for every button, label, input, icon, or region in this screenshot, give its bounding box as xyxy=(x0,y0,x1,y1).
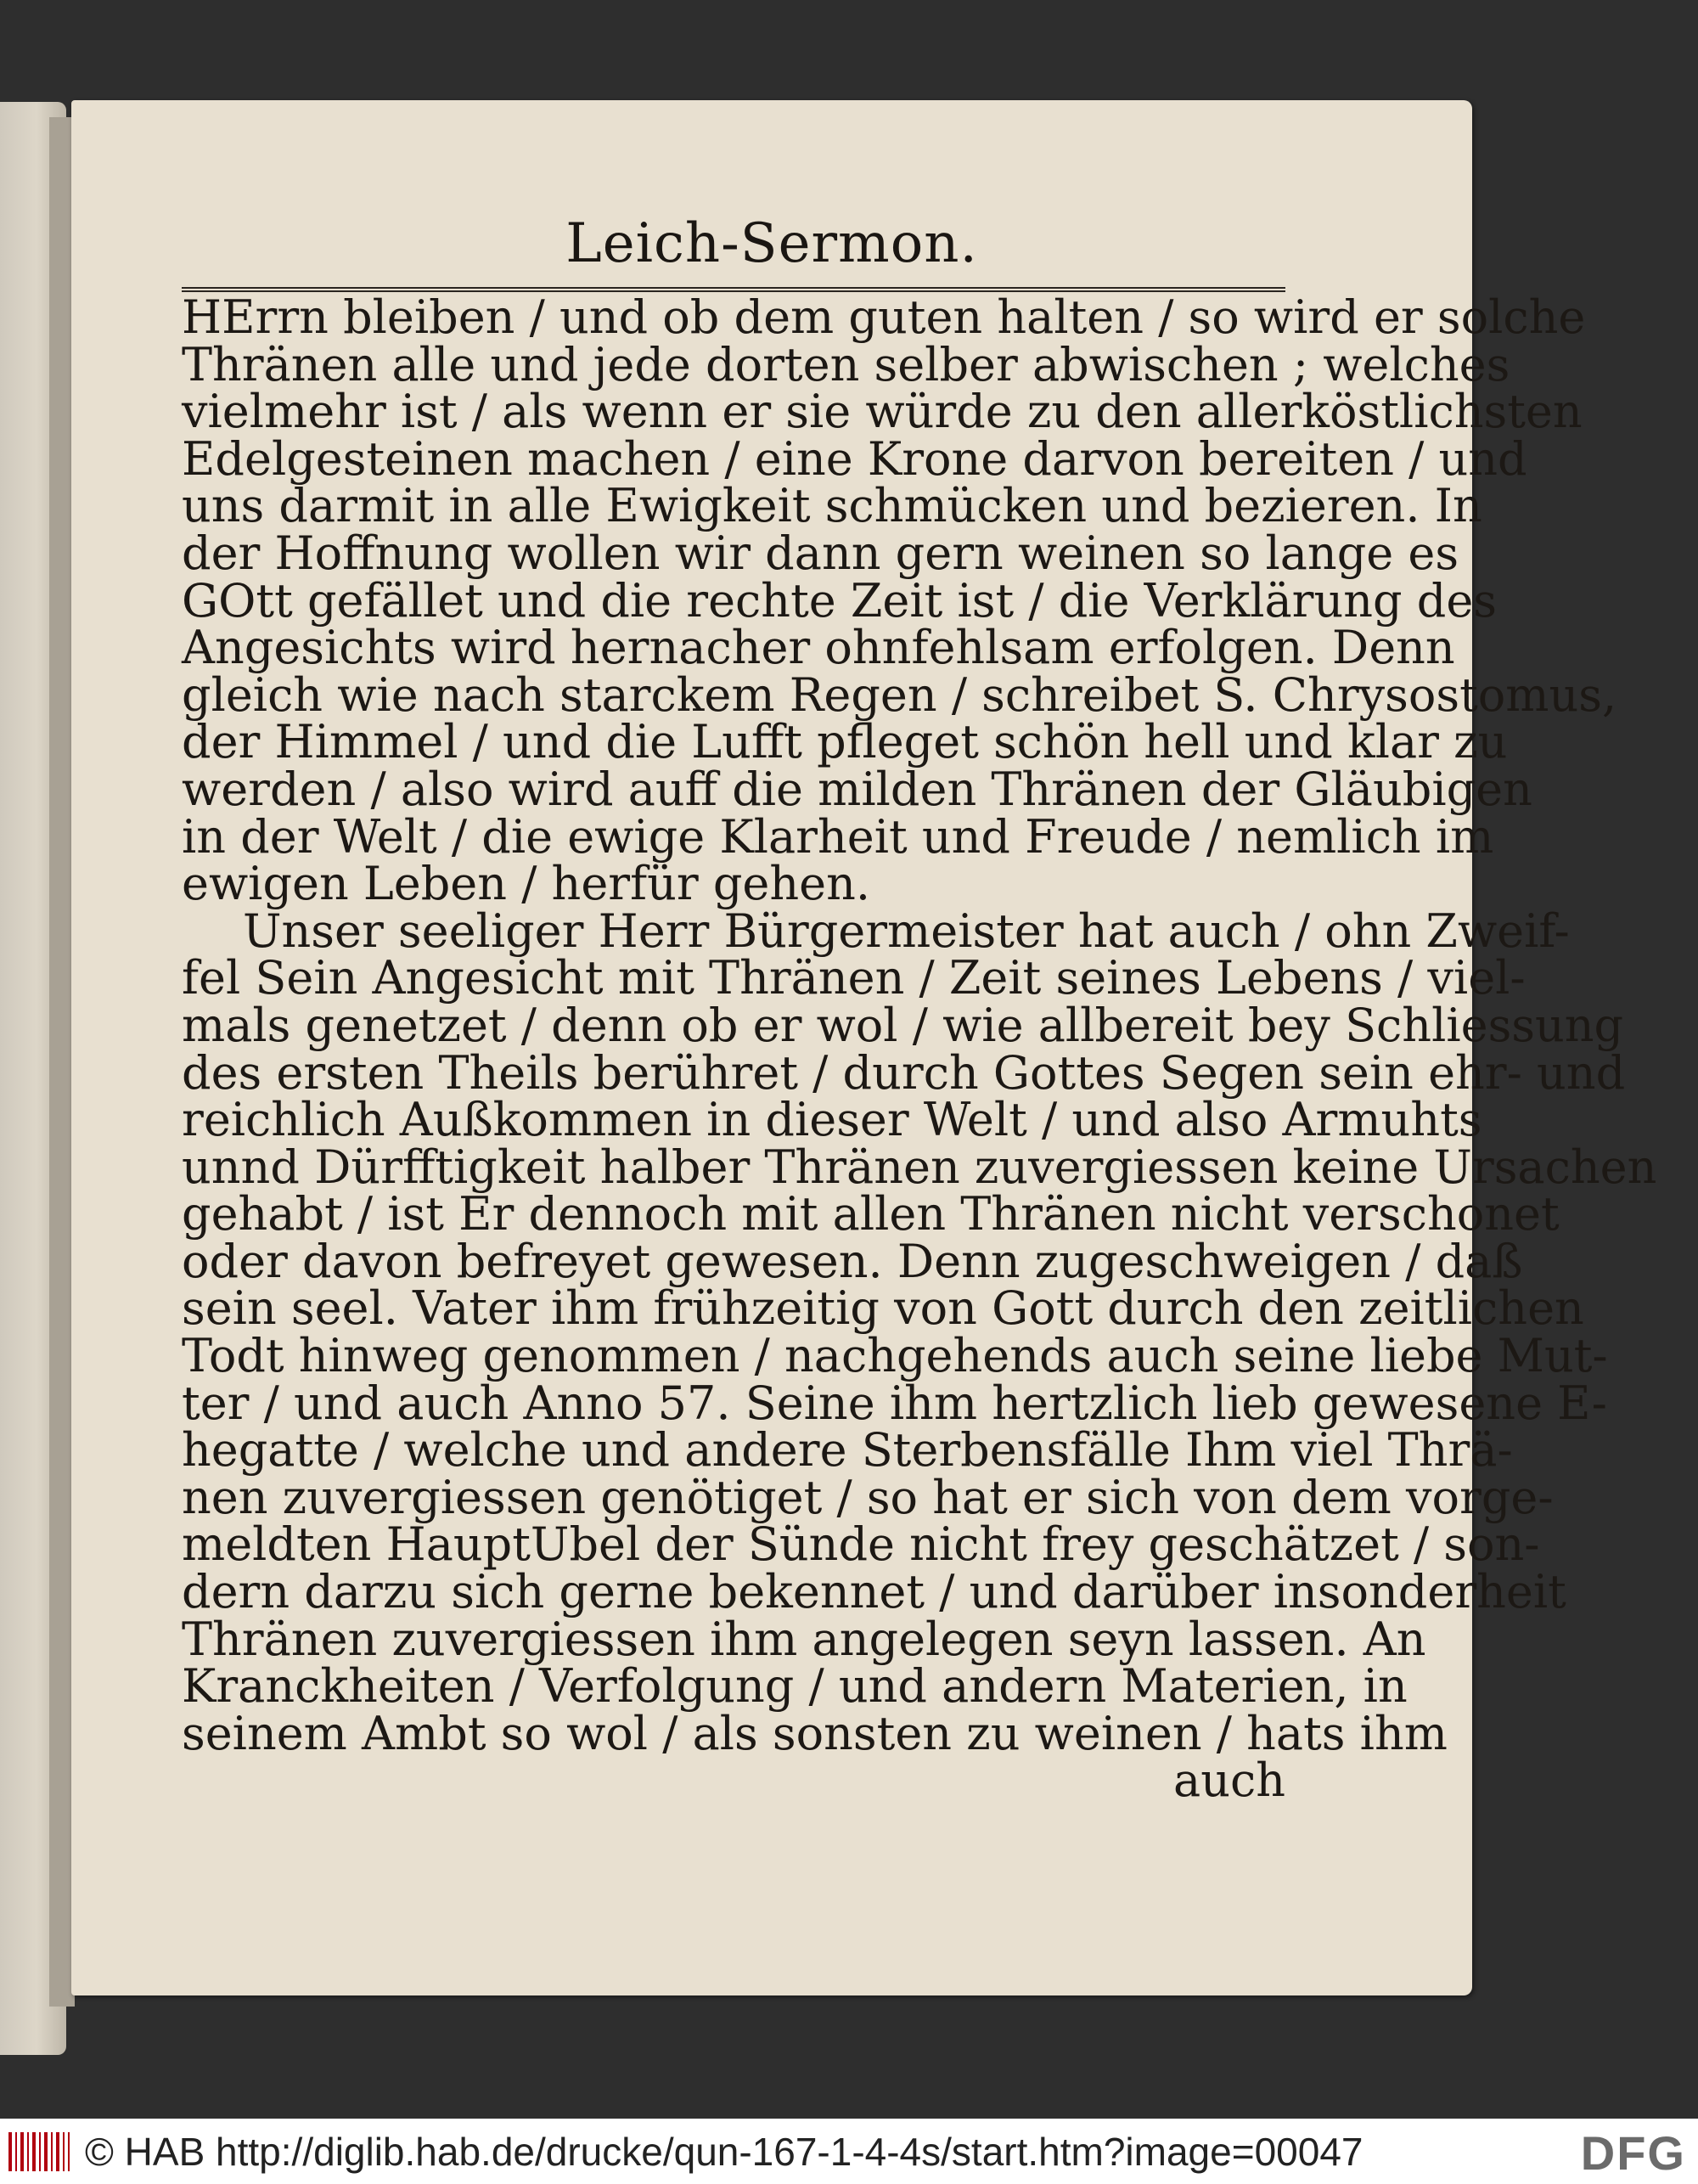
body-text xyxy=(182,290,1657,1808)
text-line: Angesichts wird hernacher ohnfehlsam erfolgen. Denn xyxy=(182,621,1455,675)
text-line: ewigen Leben / herfür gehen. xyxy=(182,857,871,911)
text-line: seinem Ambt so wol / als sonsten zu weinen / hats ihm xyxy=(182,1706,1448,1760)
barcode-icon xyxy=(8,2132,70,2171)
text-line: GOtt gefället und die rechte Zeit ist / die Verklärung des xyxy=(182,573,1498,628)
text-line: mals genetzet / denn ob er wol / wie allbereit bey Schliessung xyxy=(182,998,1624,1052)
source-link[interactable]: © HAB http://diglib.hab.de/drucke/qun-167-1-4-4s/start.htm?image=00047 xyxy=(85,2130,1363,2174)
text-line: werden / also wird auff die milden Thränen der Gläubigen xyxy=(182,762,1532,816)
text-line: ter / und auch Anno 57. Seine ihm hertzlich lieb gewesene E- xyxy=(182,1376,1607,1430)
text-line: gleich wie nach starckem Regen / schreibet S. Chrysostomus, xyxy=(182,667,1617,722)
text-line: der Hoffnung wollen wir dann gern weinen so lange es xyxy=(182,526,1459,580)
text-line: nen zuvergiessen genötiget / so hat er sich von dem vorge- xyxy=(182,1470,1554,1524)
text-line: Thränen alle und jede dorten selber abwischen ; welches xyxy=(182,337,1510,391)
text-line: vielmehr ist / als wenn er sie würde zu den allerköstlichsten xyxy=(182,385,1583,439)
text-line: in der Welt / die ewige Klarheit und Freude / nemlich im xyxy=(182,809,1494,864)
text-line: der Himmel / und die Lufft pfleget schön hell und klar zu xyxy=(182,715,1508,769)
text-line: oder davon befreyet gewesen. Denn zugeschweigen / daß xyxy=(182,1234,1523,1288)
text-line: Todt hinweg genommen / nachgehends auch seine liebe Mut- xyxy=(182,1329,1608,1383)
text-line: dern darzu sich gerne bekennet / und darüber insonderheit xyxy=(182,1565,1566,1619)
text-line: Unser seeliger Herr Bürgermeister hat auch / ohn Zweif- xyxy=(243,903,1570,958)
text-line: HErrn bleiben / und ob dem guten halten / so wird er solche xyxy=(182,290,1586,344)
text-line: unnd Dürfftigkeit halber Thränen zuvergiessen keine Ursachen xyxy=(182,1140,1657,1194)
text-line: fel Sein Angesicht mit Thränen / Zeit seines Lebens / viel- xyxy=(182,951,1526,1005)
text-line: des ersten Theils berühret / durch Gottes Segen sein ehr- und xyxy=(182,1045,1626,1100)
text-line: uns darmit in alle Ewigkeit schmücken und bezieren. In xyxy=(182,479,1482,533)
footer-bar xyxy=(0,2119,1698,2184)
text-line: hegatte / welche und andere Sterbensfälle Ihm viel Thrä- xyxy=(182,1423,1513,1478)
text-line: sein seel. Vater ihm frühzeitig von Gott durch den zeitlichen xyxy=(182,1281,1584,1336)
book-page xyxy=(71,100,1657,1995)
text-line: Thränen zuvergiessen ihm angelegen seyn lassen. An xyxy=(182,1612,1426,1666)
text-line: meldten HauptUbel der Sünde nicht frey geschätzet / son- xyxy=(182,1517,1540,1572)
text-line: reichlich Außkommen in dieser Welt / und also Armuhts xyxy=(182,1093,1482,1147)
text-line: gehabt / ist Er dennoch mit allen Thränen nicht verschonet xyxy=(182,1187,1560,1241)
text-line: Edelgesteinen machen / eine Krone darvon bereiten / und xyxy=(182,431,1527,486)
running-header: Leich-Sermon. xyxy=(565,212,978,275)
text-line: Kranckheiten / Verfolgung / und andern Materien, in xyxy=(182,1659,1408,1714)
catchword: auch xyxy=(1173,1753,1285,1808)
dfg-logo: DFG xyxy=(1580,2126,1686,2180)
